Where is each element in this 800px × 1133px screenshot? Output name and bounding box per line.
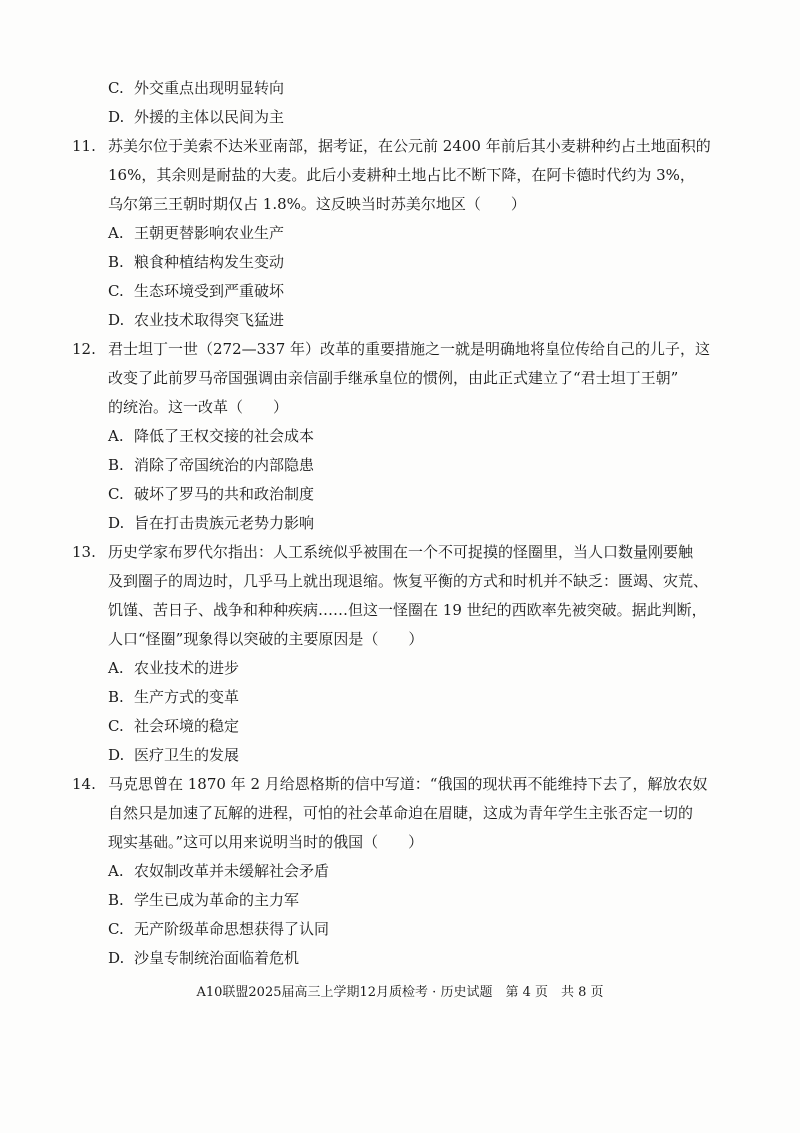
option-c xyxy=(80,712,720,741)
option-text: 沙皇专制统治面临着危机 xyxy=(134,949,300,967)
option-c xyxy=(80,74,720,103)
carryover-options xyxy=(80,74,720,132)
option-text: 外交重点出现明显转向 xyxy=(134,79,285,97)
question-number: 11. xyxy=(72,137,96,155)
stem-line: 马克思曾在 1870 年 2 月给恩格斯的信中写道：“俄国的现状再不能维持下去了，解放农奴 xyxy=(108,775,708,793)
stem-line: 君士坦丁一世（272—337 年）改革的重要措施之一就是明确地将皇位传给自己的儿子，这 xyxy=(108,340,711,358)
option-c xyxy=(80,915,720,944)
option-d xyxy=(80,944,720,973)
option-text: 生产方式的变革 xyxy=(134,688,240,706)
option-letter: C. xyxy=(108,920,124,938)
page-footer: A10联盟2025届高三上学期12月质检考 · 历史试题 第 4 页 共 8 页 xyxy=(196,985,604,1000)
option-letter: C. xyxy=(108,717,124,735)
option-letter: A. xyxy=(108,224,124,242)
stem-line: 自然只是加速了瓦解的进程，可怕的社会革命迫在眉睫，这成为青年学生主张否定一切的 xyxy=(108,804,694,822)
option-text: 粮食种植结构发生变动 xyxy=(134,253,285,271)
option-a xyxy=(80,422,720,451)
option-d xyxy=(80,509,720,538)
option-a xyxy=(80,219,720,248)
question-stem xyxy=(108,335,720,422)
option-d xyxy=(80,306,720,335)
stem-line: 历史学家布罗代尔指出：人工系统似乎被围在一个不可捉摸的怪圈里，当人口数量刚要触 xyxy=(108,543,694,561)
option-letter: A. xyxy=(108,427,124,445)
option-letter: D. xyxy=(108,746,125,764)
option-text: 王朝更替影响农业生产 xyxy=(134,224,285,242)
option-letter: C. xyxy=(108,282,124,300)
question-11 xyxy=(72,132,720,219)
option-text: 消除了帝国统治的内部隐患 xyxy=(134,456,315,474)
option-d xyxy=(80,741,720,770)
option-b xyxy=(80,451,720,480)
option-text: 生态环境受到严重破坏 xyxy=(134,282,285,300)
option-text: 外援的主体以民间为主 xyxy=(134,108,285,126)
stem-line: 16%，其余则是耐盐的大麦。此后小麦耕种土地占比不断下降，在阿卡德时代约为 3%， xyxy=(108,166,695,184)
stem-line: 苏美尔位于美索不达米亚南部，据考证，在公元前 2400 年前后其小麦耕种约占土地面积的 xyxy=(108,137,711,155)
question-number: 13. xyxy=(72,543,96,561)
question-12 xyxy=(72,335,720,422)
option-text: 农业技术取得突飞猛进 xyxy=(134,311,285,329)
option-text: 农业技术的进步 xyxy=(134,659,240,677)
option-letter: B. xyxy=(108,688,124,706)
question-stem xyxy=(108,770,720,857)
stem-line: 人口“怪圈”现象得以突破的主要原因是（ ） xyxy=(108,630,424,648)
stem-line: 饥馑、苦日子、战争和种种疾病……但这一怪圈在 19 世纪的西欧率先被突破。据此判断， xyxy=(108,601,707,619)
option-letter: D. xyxy=(108,949,125,967)
question-13 xyxy=(72,538,720,654)
page-content xyxy=(72,74,720,973)
stem-line: 乌尔第三王朝时期仅占 1.8%。这反映当时苏美尔地区（ ） xyxy=(108,195,526,213)
option-c xyxy=(80,480,720,509)
option-text: 无产阶级革命思想获得了认同 xyxy=(134,920,330,938)
option-letter: D. xyxy=(108,108,125,126)
option-letter: C. xyxy=(108,79,124,97)
option-letter: D. xyxy=(108,514,125,532)
option-letter: D. xyxy=(108,311,125,329)
option-text: 医疗卫生的发展 xyxy=(134,746,240,764)
option-b xyxy=(80,683,720,712)
option-d xyxy=(80,103,720,132)
question-number: 14. xyxy=(72,775,96,793)
option-letter: B. xyxy=(108,253,124,271)
option-text: 学生已成为革命的主力军 xyxy=(134,891,300,909)
question-stem xyxy=(108,538,720,654)
stem-line: 改变了此前罗马帝国强调由亲信副手继承皇位的惯例，由此正式建立了“君士坦丁王朝” xyxy=(108,369,679,387)
option-letter: B. xyxy=(108,456,124,474)
option-text: 降低了王权交接的社会成本 xyxy=(134,427,315,445)
option-letter: B. xyxy=(108,891,124,909)
question-number: 12. xyxy=(72,340,96,358)
option-text: 破坏了罗马的共和政治制度 xyxy=(134,485,315,503)
stem-line: 及到圈子的周边时，几乎马上就出现退缩。恢复平衡的方式和时机并不缺乏：匮竭、灾荒、 xyxy=(108,572,709,590)
option-text: 旨在打击贵族元老势力影响 xyxy=(134,514,315,532)
option-c xyxy=(80,277,720,306)
question-14 xyxy=(72,770,720,857)
option-a xyxy=(80,654,720,683)
option-text: 社会环境的稳定 xyxy=(134,717,240,735)
question-stem xyxy=(108,132,720,219)
stem-line: 的统治。这一改革（ ） xyxy=(108,398,289,416)
option-b xyxy=(80,886,720,915)
option-letter: A. xyxy=(108,659,124,677)
option-letter: A. xyxy=(108,862,124,880)
option-b xyxy=(80,248,720,277)
option-letter: C. xyxy=(108,485,124,503)
option-a xyxy=(80,857,720,886)
stem-line: 现实基础。”这可以用来说明当时的俄国（ ） xyxy=(108,833,424,851)
option-text: 农奴制改革并未缓解社会矛盾 xyxy=(134,862,330,880)
